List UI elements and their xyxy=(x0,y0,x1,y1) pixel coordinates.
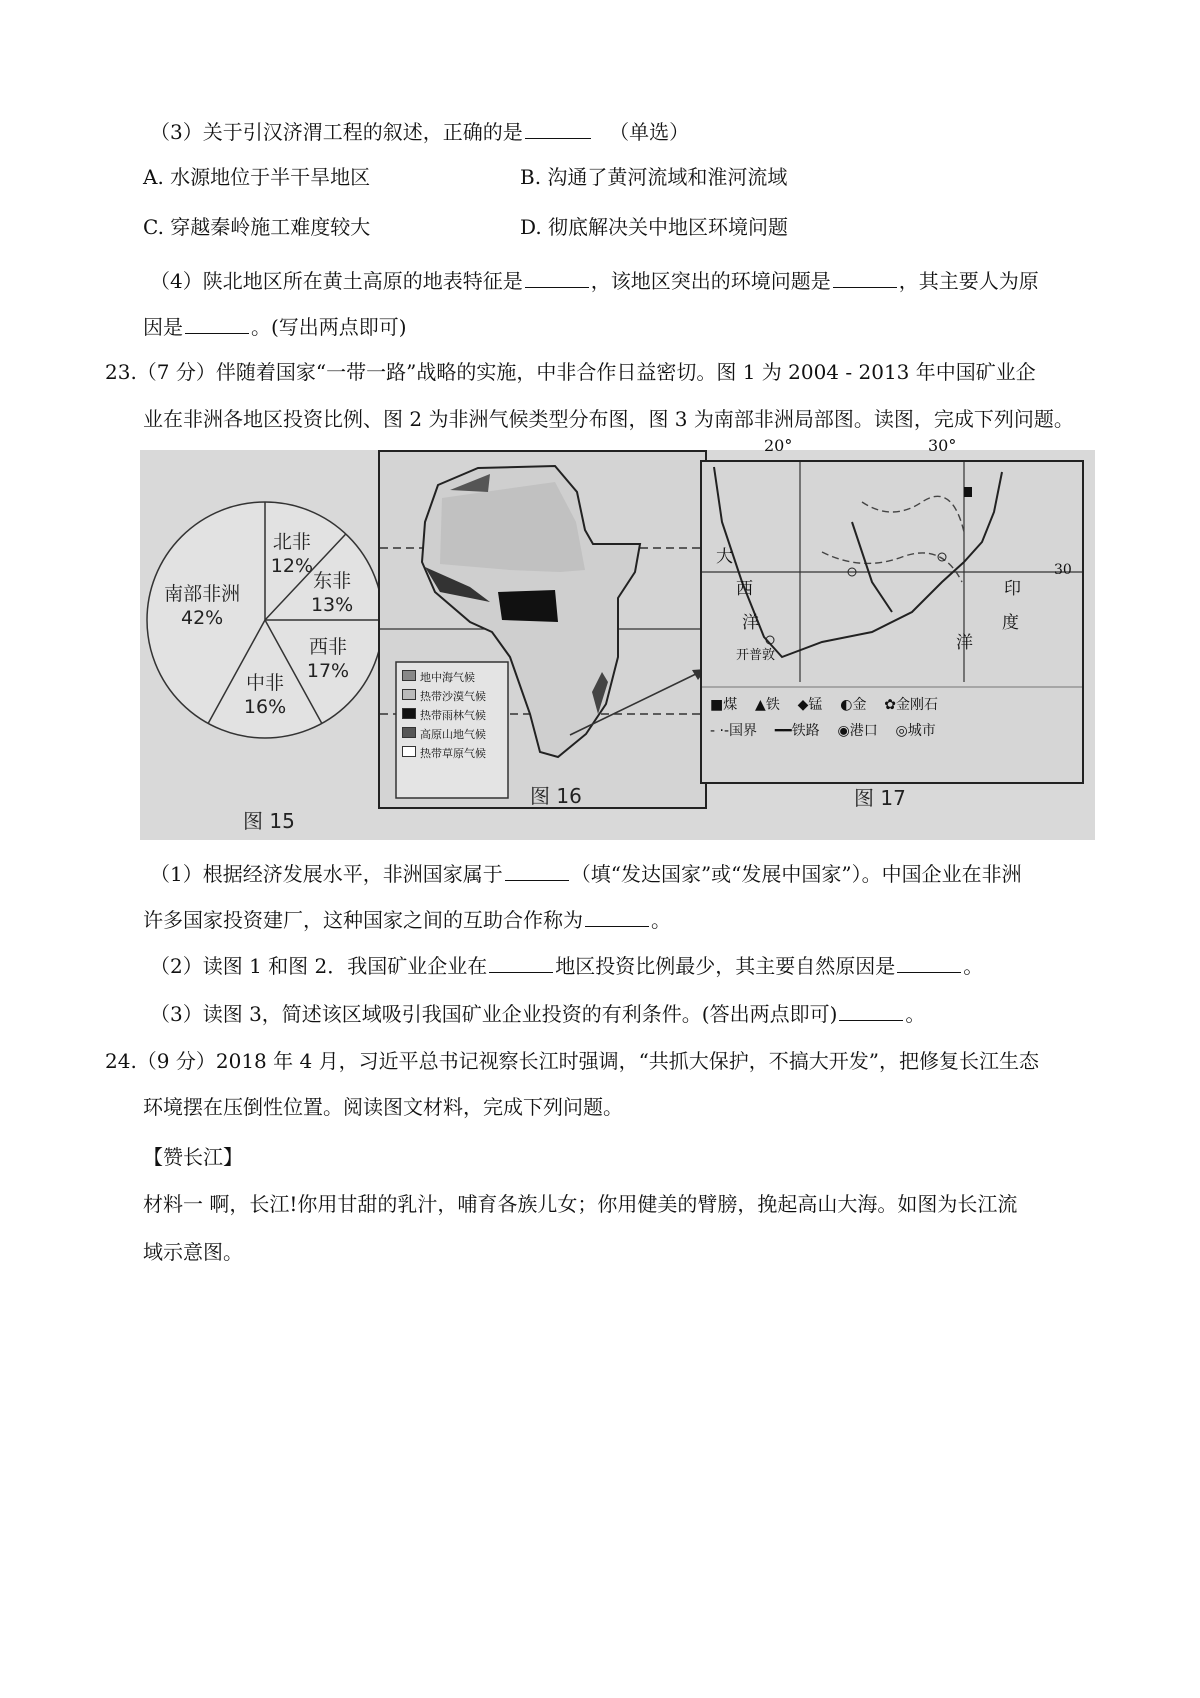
fig17-legend-row2: - ·-国界 ━━铁路 ◉港口 ◎城市 xyxy=(710,723,936,739)
lon-20-label: 20° xyxy=(764,436,793,455)
fig17-southern-africa-map xyxy=(700,436,1084,784)
indian-ocean-label-2: 度 xyxy=(1002,613,1019,633)
q22-4-line1 xyxy=(150,267,1039,295)
slice-central-africa-value: 16% xyxy=(243,696,287,719)
q23-2-text2: 地区投资比例最少，其主要自然原因是 xyxy=(555,954,896,978)
q22-4-text1: （4）陕北地区所在黄土高原的地表特征是 xyxy=(150,269,523,293)
q24-stem-line2: 环境摆在压倒性位置。阅读图文材料，完成下列问题。 xyxy=(143,1095,623,1119)
q22-3-option-b[interactable]: B. 沟通了黄河流域和淮河流域 xyxy=(520,165,788,189)
fig17-caption: 图 17 xyxy=(854,786,906,810)
slice-north-africa-label: 北非 xyxy=(272,531,311,553)
atlantic-label-3: 洋 xyxy=(742,613,759,633)
q23-1-text2: （填“发达国家”或“发展中国家”）。中国企业在非洲 xyxy=(570,862,1022,886)
slice-central-africa-label: 中非 xyxy=(245,672,285,695)
q23-stem-line2: 业在非洲各地区投资比例、图 2 为非洲气候类型分布图，图 3 为南部非洲局部图。读图，完成下列问题。 xyxy=(143,407,1074,431)
legend-item-desert: 热带沙漠气候 xyxy=(402,687,486,706)
q22-3-type: （单选） xyxy=(609,120,690,144)
q23-stem-line1: 23.（7 分）伴随着国家“一带一路”战略的实施，中非合作日益密切。图 1 为 2004 - 2013 年中国矿业企 xyxy=(105,360,1036,384)
answer-blank[interactable] xyxy=(525,267,589,288)
answer-blank[interactable] xyxy=(525,118,591,139)
q23-1-line2 xyxy=(143,906,671,934)
q22-4-text3: ，其主要人为原 xyxy=(898,269,1039,293)
answer-blank[interactable] xyxy=(489,952,553,973)
atlantic-label-1: 大 xyxy=(716,547,733,567)
q23-3-text1: （3）读图 3，简述该区域吸引我国矿业企业投资的有利条件。(答出两点即可) xyxy=(150,1002,838,1026)
atlantic-label-2: 西 xyxy=(736,579,753,599)
q22-3-option-d[interactable]: D. 彻底解决关中地区环境问题 xyxy=(520,215,789,239)
fig16-africa-map xyxy=(378,450,707,809)
lat-30-label: 30 xyxy=(1054,562,1072,578)
fig16-legend xyxy=(402,668,486,763)
fig15-caption: 图 15 xyxy=(243,809,295,833)
q23-1-text3: 许多国家投资建厂，这种国家之间的互助合作称为 xyxy=(143,908,583,932)
q24-material1-line1: 材料一 啊，长江!你用甘甜的乳汁，哺育各族儿女；你用健美的臂膀，挽起高山大海。如图为长江流 xyxy=(143,1192,1018,1216)
indian-ocean-label-3: 洋 xyxy=(956,633,973,653)
q23-3 xyxy=(150,1000,925,1028)
q24-stem-line1: 24.（9 分）2018 年 4 月，习近平总书记视察长江时强调，“共抓大保护，不搞大开发”，把修复长江生态 xyxy=(105,1049,1040,1073)
indian-ocean-label-1: 印 xyxy=(1004,579,1021,599)
q24-material1-line2: 域示意图。 xyxy=(143,1240,243,1264)
q22-4-text2: ，该地区突出的环境问题是 xyxy=(590,269,831,293)
q23-1-text4: 。 xyxy=(651,908,671,932)
answer-blank[interactable] xyxy=(585,906,649,927)
q23-1-text1: （1）根据经济发展水平，非洲国家属于 xyxy=(150,862,503,886)
q22-3-option-a[interactable]: A. 水源地位于半干旱地区 xyxy=(143,165,371,189)
legend-item-mediterranean: 地中海气候 xyxy=(402,668,486,687)
q23-1-line1 xyxy=(150,860,1022,888)
figure-strip xyxy=(140,436,1095,840)
lon-30-label: 30° xyxy=(928,436,957,455)
city-label-capetown: 开普敦 xyxy=(736,648,776,663)
q23-2-text1: （2）读图 1 和图 2．我国矿业企业在 xyxy=(150,954,488,978)
answer-blank[interactable] xyxy=(839,1000,903,1021)
fig15-pie-chart xyxy=(140,450,400,840)
answer-blank[interactable] xyxy=(185,313,249,334)
q22-4-line2 xyxy=(143,313,407,341)
slice-east-africa-label: 东非 xyxy=(313,569,352,592)
q23-2 xyxy=(150,952,983,980)
legend-item-highland: 高原山地气候 xyxy=(402,725,486,744)
slice-west-africa-label: 西非 xyxy=(308,636,348,659)
answer-blank[interactable] xyxy=(833,267,897,288)
slice-west-africa-value: 17% xyxy=(306,660,350,683)
q22-4-text5: 。(写出两点即可) xyxy=(251,315,407,339)
legend-item-rainforest: 热带雨林气候 xyxy=(402,706,486,725)
q24-section-heading: 【赞长江】 xyxy=(143,1145,243,1169)
q22-4-text4: 因是 xyxy=(143,315,183,339)
q22-3-stem xyxy=(150,118,689,146)
fig16-caption: 图 16 xyxy=(530,784,582,808)
answer-blank[interactable] xyxy=(897,952,961,973)
q23-3-text2: 。 xyxy=(905,1002,926,1026)
legend-item-savanna: 热带草原气候 xyxy=(402,744,486,763)
q23-2-text3: 。 xyxy=(963,954,984,978)
q22-3-stem-text: （3）关于引汉济渭工程的叙述，正确的是 xyxy=(150,120,523,144)
slice-southern-africa-label: 南部非洲 xyxy=(164,582,241,605)
slice-southern-africa-value: 42% xyxy=(180,606,224,629)
slice-east-africa-value: 13% xyxy=(310,593,354,616)
fig17-legend-row1: ■煤 ▲铁 ◆锰 ◐金 ✿金刚石 xyxy=(710,697,938,713)
answer-blank[interactable] xyxy=(505,860,569,881)
slice-north-africa-value: 12% xyxy=(270,555,314,577)
q22-3-option-c[interactable]: C. 穿越秦岭施工难度较大 xyxy=(143,215,371,239)
